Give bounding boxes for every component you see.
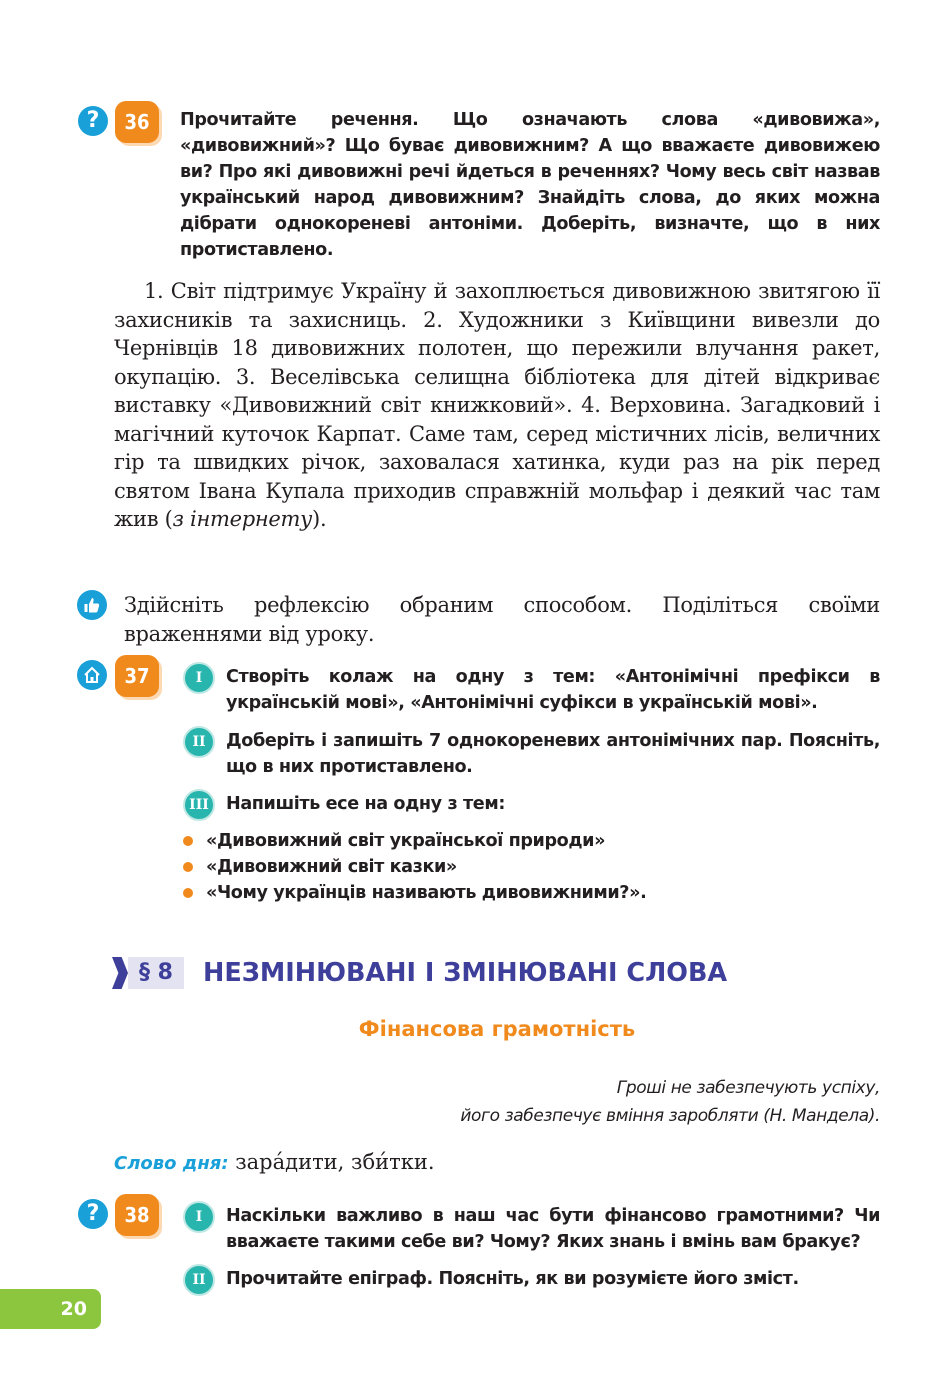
thumbs-up-icon — [77, 590, 107, 620]
bullet-dot — [183, 836, 193, 846]
task-38-item-1: Наскільки важливо в наш час бути фінансово грамотними? Чи вважаєте такими себе ви? Чому? Яких знань і вмінь вам бракує? — [226, 1206, 880, 1252]
roman-numeral-i: I — [183, 662, 215, 694]
passage-end: ). — [312, 507, 327, 531]
section-marker-chevron — [112, 957, 128, 989]
epigraph-line-2: його забезпечує вміння заробляти (Н. Мандела). — [460, 1106, 880, 1126]
thumbs-up-glyph — [83, 596, 101, 614]
epigraph-line-1: Гроші не забезпечують успіху, — [616, 1078, 880, 1098]
task-37-item-2: Доберіть і запишіть 7 однокореневих антонімічних пар. Поясніть, що в них протиставлено. — [226, 731, 880, 777]
essay-topic: «Чому українців називають дивовижними?». — [206, 883, 647, 903]
bullet-dot — [183, 888, 193, 898]
section-title: НЕЗМІНЮВАНІ І ЗМІНЮВАНІ СЛОВА — [203, 958, 728, 988]
reflection-text: Здійсніть рефлексію обраним способом. Поділіться своїми враженнями від уроку. — [124, 593, 880, 646]
word-of-day-words: зара́дити, зби́тки. — [235, 1150, 435, 1174]
epigraph — [300, 1074, 880, 1130]
task-36-passage — [114, 277, 880, 534]
task-number-badge: 37 — [115, 655, 159, 697]
word-of-day — [114, 1147, 880, 1179]
task-36-instructions: Прочитайте речення. Що означають слова «дивовижа», «дивовижний»? Що буває дивовижним? А що вважаєте дивовижею ви? Про які дивовижні речі йдеться в реченнях? Чому весь світ назвав український народ дивовижним? Знайдіть слова, до яких можна дібрати однокореневі антоніми. Доберіть, визначте, що в них протиставлено. — [180, 110, 880, 260]
section-number: § 8 — [128, 957, 184, 989]
task-number-badge: 36 — [115, 101, 159, 143]
task-38-item-2: Прочитайте епіграф. Поясніть, як ви розумієте його зміст. — [226, 1269, 799, 1289]
bullet-dot — [183, 862, 193, 872]
section-subtitle: Фінансова грамотність — [358, 1017, 636, 1041]
home-icon — [77, 660, 107, 690]
task-37-item-1: Створіть колаж на одну з тем: «Антонімічні префікси в українській мові», «Антонімічні суфікси в українській мові». — [226, 667, 880, 713]
task-37-item-3: Напишіть есе на одну з тем: — [226, 794, 505, 814]
task-number-badge: 38 — [115, 1194, 159, 1236]
roman-numeral-i: I — [183, 1201, 215, 1233]
passage-text: 1. Світ підтримує Україну й захоплюється дивовижною звитягою її захисників та захисниць. 2. Художники з Київщини вивезли до Чернівців 18 дивовижних полотен, що пережили влучання ракет, окупацію. 3. Веселівська селищна бібліотека для дітей відкриває виставку «Дивовижний світ книжковий». 4. Верховина. Загадковий і магічний куточок Карпат. Саме там, серед містичних лісів, величних гір та швидких річок, заховалася хатинка, куди раз на рік перед святом Івана Купала приходив справжній мольфар і деякий час там жив ( — [114, 279, 880, 531]
question-icon: ? — [78, 1199, 108, 1229]
roman-numeral-ii: II — [183, 726, 215, 758]
essay-topic: «Дивовижний світ казки» — [206, 857, 457, 877]
home-glyph — [82, 665, 102, 685]
page-number: 20 — [0, 1289, 101, 1329]
essay-topic: «Дивовижний світ української природи» — [206, 831, 606, 851]
roman-numeral-iii: III — [183, 789, 215, 821]
word-of-day-label: Слово дня: — [114, 1153, 229, 1174]
passage-source: з інтернету — [172, 507, 313, 531]
question-icon: ? — [78, 106, 108, 136]
roman-numeral-ii: II — [183, 1264, 215, 1296]
